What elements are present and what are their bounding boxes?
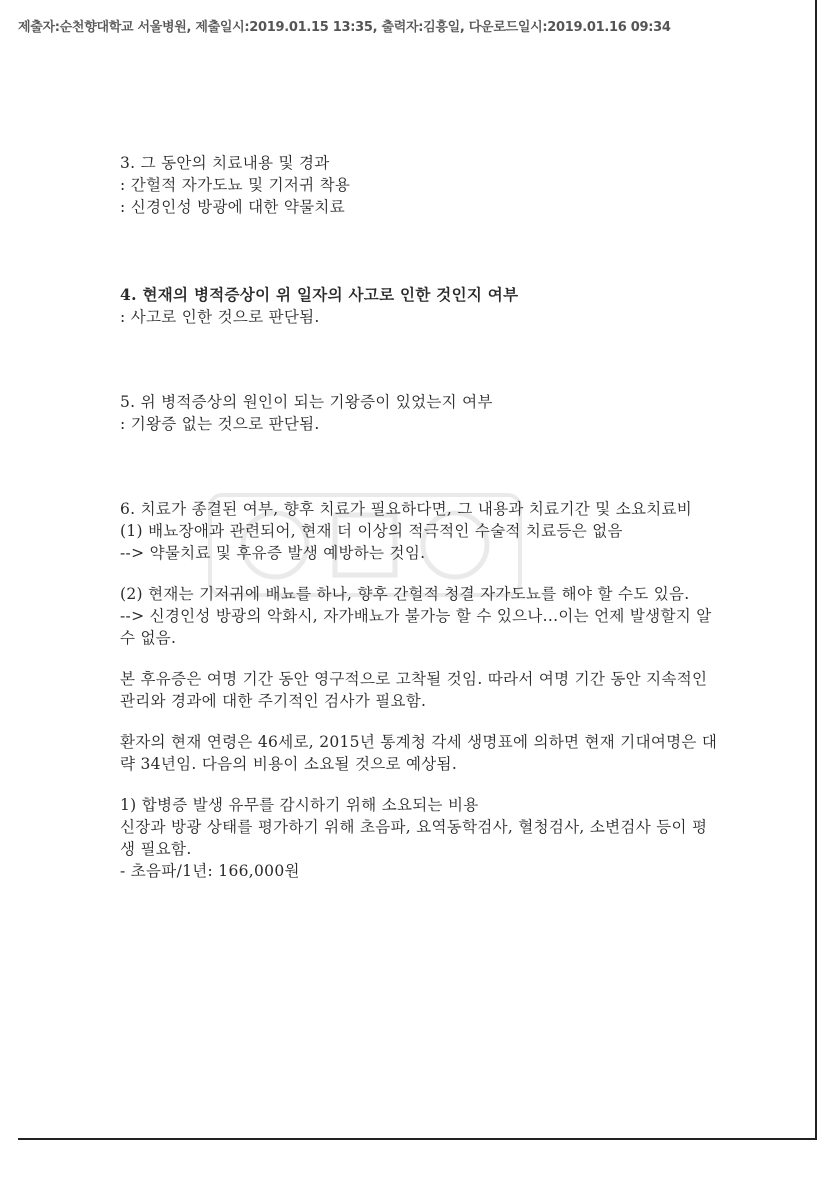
section-3-line: : 신경인성 방광에 대한 약물치료: [120, 198, 345, 216]
cost-item-description: 신장과 방광 상태를 평가하기 위해 초음파, 요역동학검사, 혈청검사, 소변검사 등이 평생 필요함.: [120, 818, 708, 858]
section-6-item-1-arrow: --> 약물치료 및 후유증 발생 예방하는 것임.: [120, 544, 426, 562]
section-5-line: : 기왕증 없는 것으로 판단됨.: [120, 415, 320, 433]
document-header-stamp: 제출자:순천향대학교 서울병원, 제출일시:2019.01.15 13:35, 출력자:김흥일, 다운로드일시:2019.01.16 09:34: [18, 20, 671, 35]
cost-item-ultrasound: - 초음파/1년: 166,000원: [120, 862, 300, 880]
page-right-border: [815, 0, 817, 1140]
life-expectancy-paragraph: 환자의 현재 연령은 46세로, 2015년 통계청 각세 생명표에 의하면 현재 기대여명은 대략 34년임. 다음의 비용이 소요될 것으로 예상됨.: [120, 733, 718, 773]
section-3-line: : 간헐적 자가도뇨 및 기저귀 착용: [120, 176, 351, 194]
section-4-line: : 사고로 인한 것으로 판단됨.: [120, 308, 320, 326]
section-3-title: 3. 그 동안의 치료내용 및 경과: [120, 154, 330, 172]
cost-item-heading: 1) 합병증 발생 유무를 감시하기 위해 소요되는 비용: [120, 796, 479, 814]
section-6-item-2-arrow: --> 신경인성 방광의 악화시, 자가배뇨가 불가능 할 수 있으나...이는 언제 발생할지 알 수 없음.: [120, 607, 712, 647]
document-body: [120, 152, 720, 882]
page-bottom-border: [18, 1138, 817, 1140]
section-5-title: 5. 위 병적증상의 원인이 되는 기왕증이 있었는지 여부: [120, 393, 493, 411]
sequela-paragraph: 본 후유증은 여명 기간 동안 영구적으로 고착될 것임. 따라서 여명 기간 동안 지속적인 관리와 경과에 대한 주기적인 검사가 필요함.: [120, 670, 708, 710]
section-6-item-1: (1) 배뇨장애과 관련되어, 현재 더 이상의 적극적인 수술적 치료등은 없음: [120, 522, 623, 540]
section-6-title: 6. 치료가 종결된 여부, 향후 치료가 필요하다면, 그 내용과 치료기간 및 소요치료비: [120, 500, 693, 518]
section-4-title: 4. 현재의 병적증상이 위 일자의 사고로 인한 것인지 여부: [120, 285, 519, 304]
section-6-item-2: (2) 현재는 기저귀에 배뇨를 하나, 향후 간헐적 청결 자가도뇨를 해야 할 수도 있음.: [120, 585, 690, 603]
